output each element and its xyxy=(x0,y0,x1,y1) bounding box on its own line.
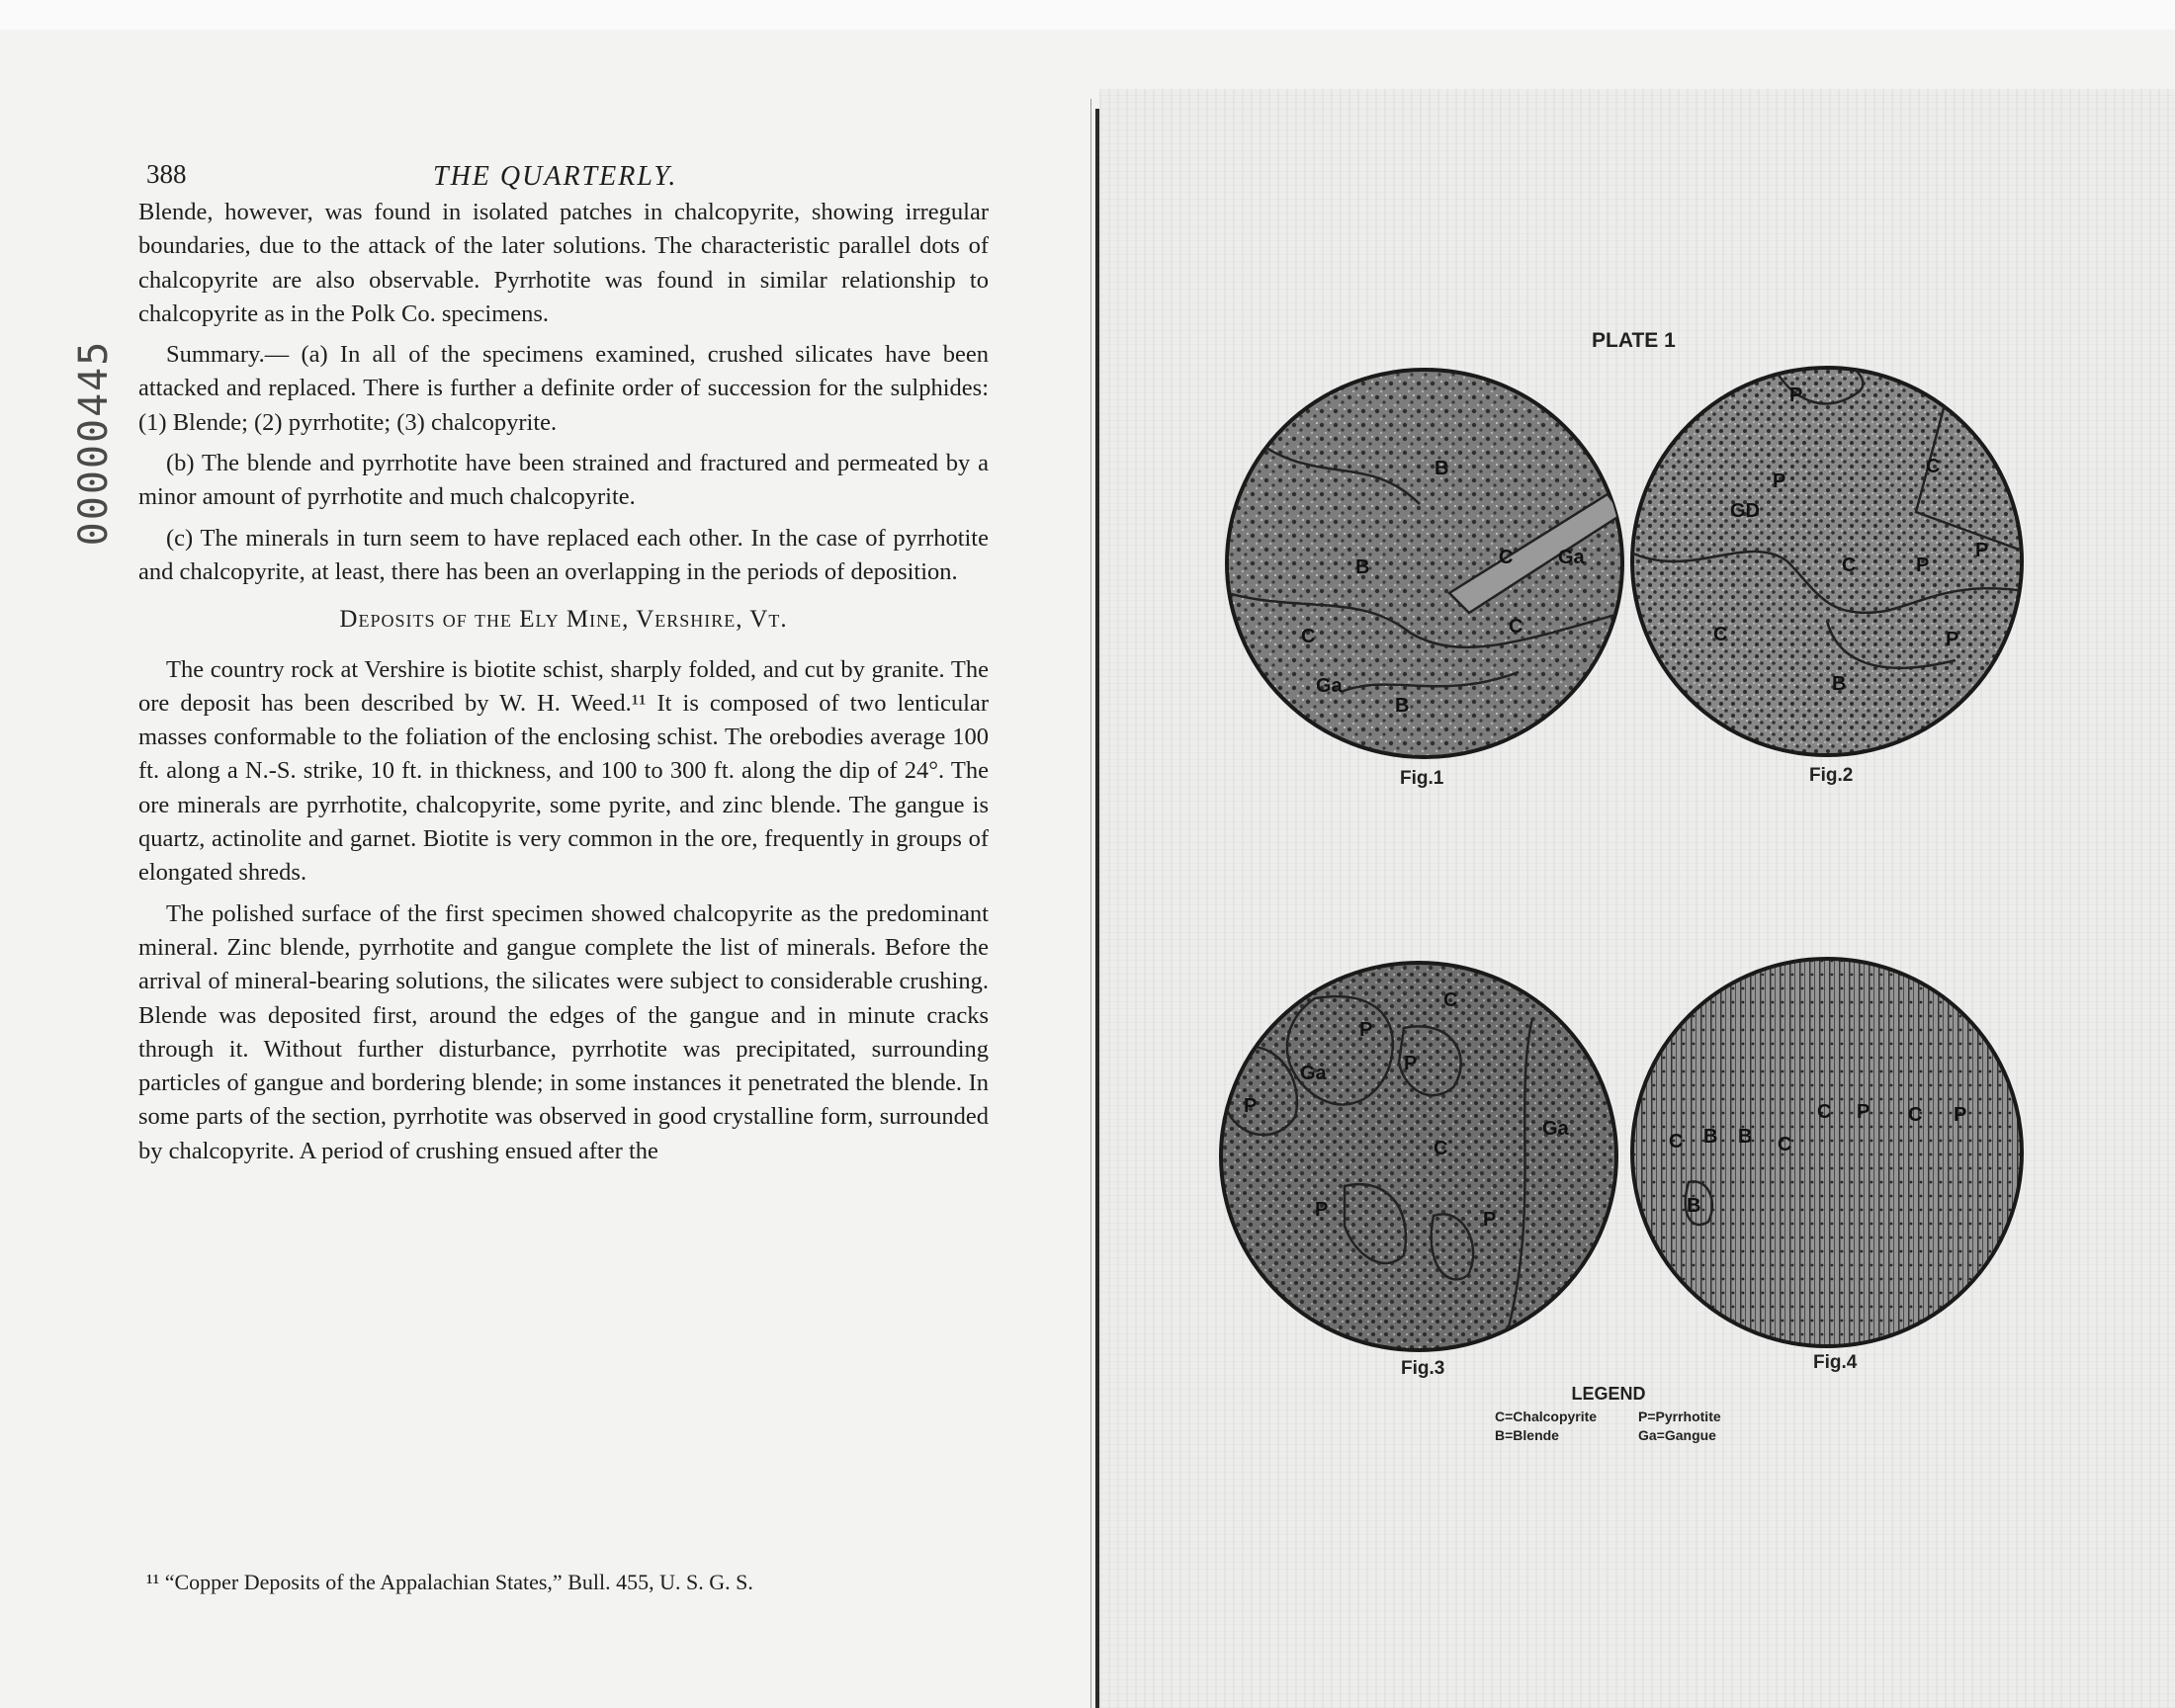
legend-item: C=Chalcopyrite xyxy=(1495,1409,1598,1424)
paragraph-summary: Summary.— (a) In all of the specimens examined, crushed silicates have been attacked and replaced. There is further a definite order of succession for the sulphides: (1) Blende; (2) pyrrhotite; (3) chalcopyrite. xyxy=(138,341,989,436)
gutter-line xyxy=(1095,109,1099,1708)
legend-items xyxy=(1495,1408,1762,1445)
fig2-label: P xyxy=(1789,384,1803,406)
figure-1 xyxy=(1222,366,1627,761)
fig4-label: B xyxy=(1703,1126,1718,1148)
fig1-label: B xyxy=(1435,458,1449,479)
fig2-label: C xyxy=(1926,456,1941,477)
page-header xyxy=(146,131,997,192)
fig2-label: P xyxy=(1946,629,1959,650)
fig2-label: GD xyxy=(1730,500,1760,522)
legend-item: P=Pyrrhotite xyxy=(1638,1409,1721,1424)
figure-3-caption: Fig.3 xyxy=(1401,1358,1445,1379)
fig3-label: P xyxy=(1404,1053,1418,1074)
fig4-label: B xyxy=(1738,1126,1753,1148)
running-title: THE QUARTERLY. xyxy=(433,161,678,192)
fig3-label: P xyxy=(1483,1209,1497,1231)
micrograph-1 xyxy=(1222,366,1627,761)
fig3-label: Ga xyxy=(1542,1118,1569,1140)
fig4-label: C xyxy=(1908,1104,1923,1126)
fig3-label: C xyxy=(1443,989,1458,1011)
fig3-label: C xyxy=(1434,1138,1448,1159)
paragraph: The polished surface of the first specimen showed chalcopyrite as the predominant mineral. Zinc blende, pyrrhotite and gangue complete the list of minerals. Before the arrival of mineral-bearing solutions, the silicates were subject to considerable crushing. Blende was deposited first, around the edges of the gangue and in minute cracks through it. Without further disturbance, pyrrhotite was precipitated, surrounding particles of gangue and bordering blende; in some instances it penetrated the blende. In some parts of the section, pyrrhotite was observed in good crystalline form, surrounded by chalcopyrite. A period of crushing ensued after the xyxy=(138,899,989,1164)
micrograph-4 xyxy=(1629,955,2025,1350)
fig4-label: C xyxy=(1669,1131,1684,1153)
section-heading: Deposits of the Ely Mine, Vershire, Vt. xyxy=(339,606,788,634)
fig1-label: Ga xyxy=(1316,675,1343,697)
fig4-label: P xyxy=(1954,1104,1967,1126)
fig2-label: P xyxy=(1975,540,1989,561)
legend-item: B=Blende xyxy=(1495,1427,1559,1443)
scan-top-margin xyxy=(0,0,2175,32)
figure-2-caption: Fig.2 xyxy=(1809,765,1854,786)
figure-3 xyxy=(1216,959,1621,1354)
page-number: 388 xyxy=(146,159,187,189)
body-text xyxy=(138,196,989,1175)
fig1-label: B xyxy=(1395,695,1410,717)
archive-stamp xyxy=(59,326,129,554)
fig2-label: P xyxy=(1916,555,1930,576)
fig3-label: Ga xyxy=(1300,1063,1327,1084)
fig3-label: P xyxy=(1359,1019,1373,1041)
micrograph-2 xyxy=(1629,364,2025,759)
fig2-label: P xyxy=(1773,470,1786,492)
legend-title: LEGEND xyxy=(1571,1384,1646,1404)
figure-2 xyxy=(1629,364,2025,759)
fig4-label: P xyxy=(1857,1101,1870,1123)
paragraph: (c) The minerals in turn seem to have replaced each other. In the case of pyrrhotite and chalcopyrite, at least, there has been an overlapping in the periods of deposition. xyxy=(138,524,989,585)
fig4-label: C xyxy=(1817,1101,1832,1123)
fig2-label: C xyxy=(1713,624,1728,645)
fig4-label: B xyxy=(1687,1195,1701,1217)
micrograph-3 xyxy=(1216,959,1621,1354)
plate-legend xyxy=(1495,1384,1762,1445)
paragraph: (b) The blende and pyrrhotite have been strained and fractured and permeated by a minor amount of pyrrhotite and much chalcopyrite. xyxy=(138,450,989,511)
paragraph: The country rock at Vershire is biotite schist, sharply folded, and cut by granite. The ore deposit has been described by W. H. Weed.¹¹ It is composed of two lenticular masses conformable to the foliation of the enclosing schist. The orebodies average 100 ft. along a N.-S. strike, 10 ft. in thickness, and 100 to 300 ft. along the dip of 24°. The ore minerals are pyrrhotite, chalcopyrite, some pyrite, and zinc blende. The gangue is quartz, actinolite and garnet. Biotite is very common in the ore, frequently in groups of elongated shreds. xyxy=(138,655,989,887)
stamp-number: 00000445 xyxy=(71,339,117,547)
figure-4 xyxy=(1629,955,2025,1350)
paragraph: Blende, however, was found in isolated patches in chalcopyrite, showing irregular boundaries, due to the attack of the later solutions. The characteristic parallel dots of chalcopyrite are also observable. Pyrrhotite was found in similar relationship to chalcopyrite as in the Polk Co. specimens. xyxy=(138,199,989,327)
fig1-label: C xyxy=(1509,616,1523,638)
fig1-label: C xyxy=(1301,626,1316,647)
fig1-label: Ga xyxy=(1558,547,1585,568)
fig2-label: C xyxy=(1842,555,1857,576)
fig4-label: C xyxy=(1778,1134,1792,1155)
plate-title: PLATE 1 xyxy=(1592,329,1676,352)
fig3-label: P xyxy=(1315,1199,1329,1221)
figure-4-caption: Fig.4 xyxy=(1813,1352,1858,1373)
page-edge xyxy=(1090,99,1091,1708)
fig1-label: B xyxy=(1355,556,1370,578)
figure-1-caption: Fig.1 xyxy=(1400,768,1444,789)
fig3-label: P xyxy=(1244,1095,1258,1117)
fig1-label: C xyxy=(1499,547,1514,568)
legend-item: Ga=Gangue xyxy=(1638,1427,1716,1443)
footnote: ¹¹ “Copper Deposits of the Appalachian States,” Bull. 455, U. S. G. S. xyxy=(146,1570,753,1594)
fig2-label: B xyxy=(1832,673,1847,695)
